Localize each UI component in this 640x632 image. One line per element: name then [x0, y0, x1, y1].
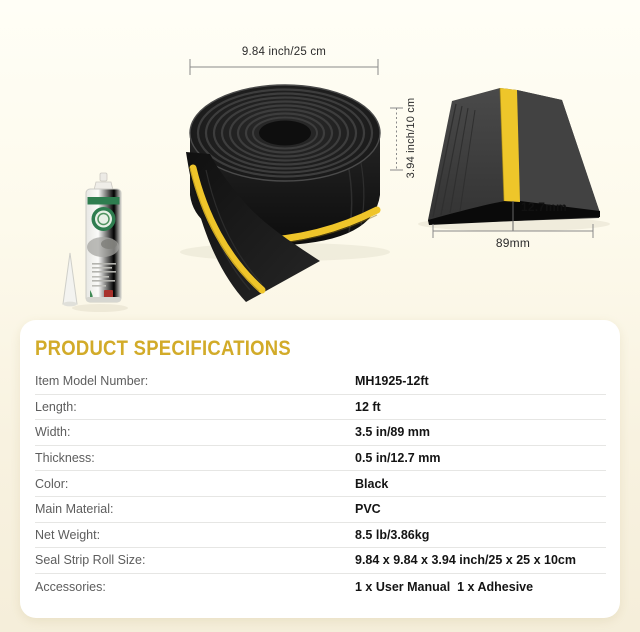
nozzle-tip-icon [63, 253, 77, 304]
specifications-table [35, 369, 606, 599]
spec-label: Thickness: [35, 451, 95, 466]
spec-value: 3.5 in/89 mm [355, 425, 431, 440]
spec-value: 0.5 in/12.7 mm [355, 451, 441, 466]
specifications-title: PRODUCT SPECIFICATIONS [35, 337, 291, 360]
spec-label: Main Material: [35, 502, 114, 517]
spec-label: Seal Strip Roll Size: [35, 553, 146, 568]
spec-row-length [35, 395, 606, 421]
spec-label: Item Model Number: [35, 374, 149, 389]
spec-label: Net Weight: [35, 527, 101, 542]
spec-row-width [35, 420, 606, 446]
spec-value: MH1925-12ft [355, 374, 429, 389]
spec-row-thickness [35, 446, 606, 472]
seal-roll-illustration [186, 85, 380, 302]
product-specifications-card [20, 320, 620, 618]
profile-width-dimension-label: 89mm [495, 236, 531, 250]
spec-row-item-model-number [35, 369, 606, 395]
spec-row-accessories [35, 574, 606, 600]
spec-label: Color: [35, 476, 69, 491]
spec-label: Width: [35, 425, 71, 440]
spec-row-net-weight [35, 523, 606, 549]
seal-profile-illustration [428, 88, 600, 225]
spec-row-roll-size [35, 548, 606, 574]
spec-row-main-material [35, 497, 606, 523]
spec-row-color [35, 471, 606, 497]
spec-value: 8.5 lb/3.86kg [355, 527, 430, 542]
spec-label: Accessories: [35, 579, 106, 594]
roll-width-dimension-label: 9.84 inch/25 cm [241, 46, 327, 58]
adhesive-tube-illustration [63, 173, 121, 306]
spec-label: Length: [35, 399, 77, 414]
profile-thickness-dimension-label: 12.7mm [521, 200, 567, 214]
spec-value: 1 x User Manual 1 x Adhesive [355, 579, 534, 594]
spec-value: PVC [355, 502, 381, 517]
spec-value: Black [355, 476, 389, 491]
spec-value: 12 ft [355, 399, 381, 414]
spec-value: 9.84 x 9.84 x 3.94 inch/25 x 25 x 10cm [355, 553, 576, 568]
roll-height-dimension-label: 3.94 inch/10 cm [405, 97, 417, 179]
